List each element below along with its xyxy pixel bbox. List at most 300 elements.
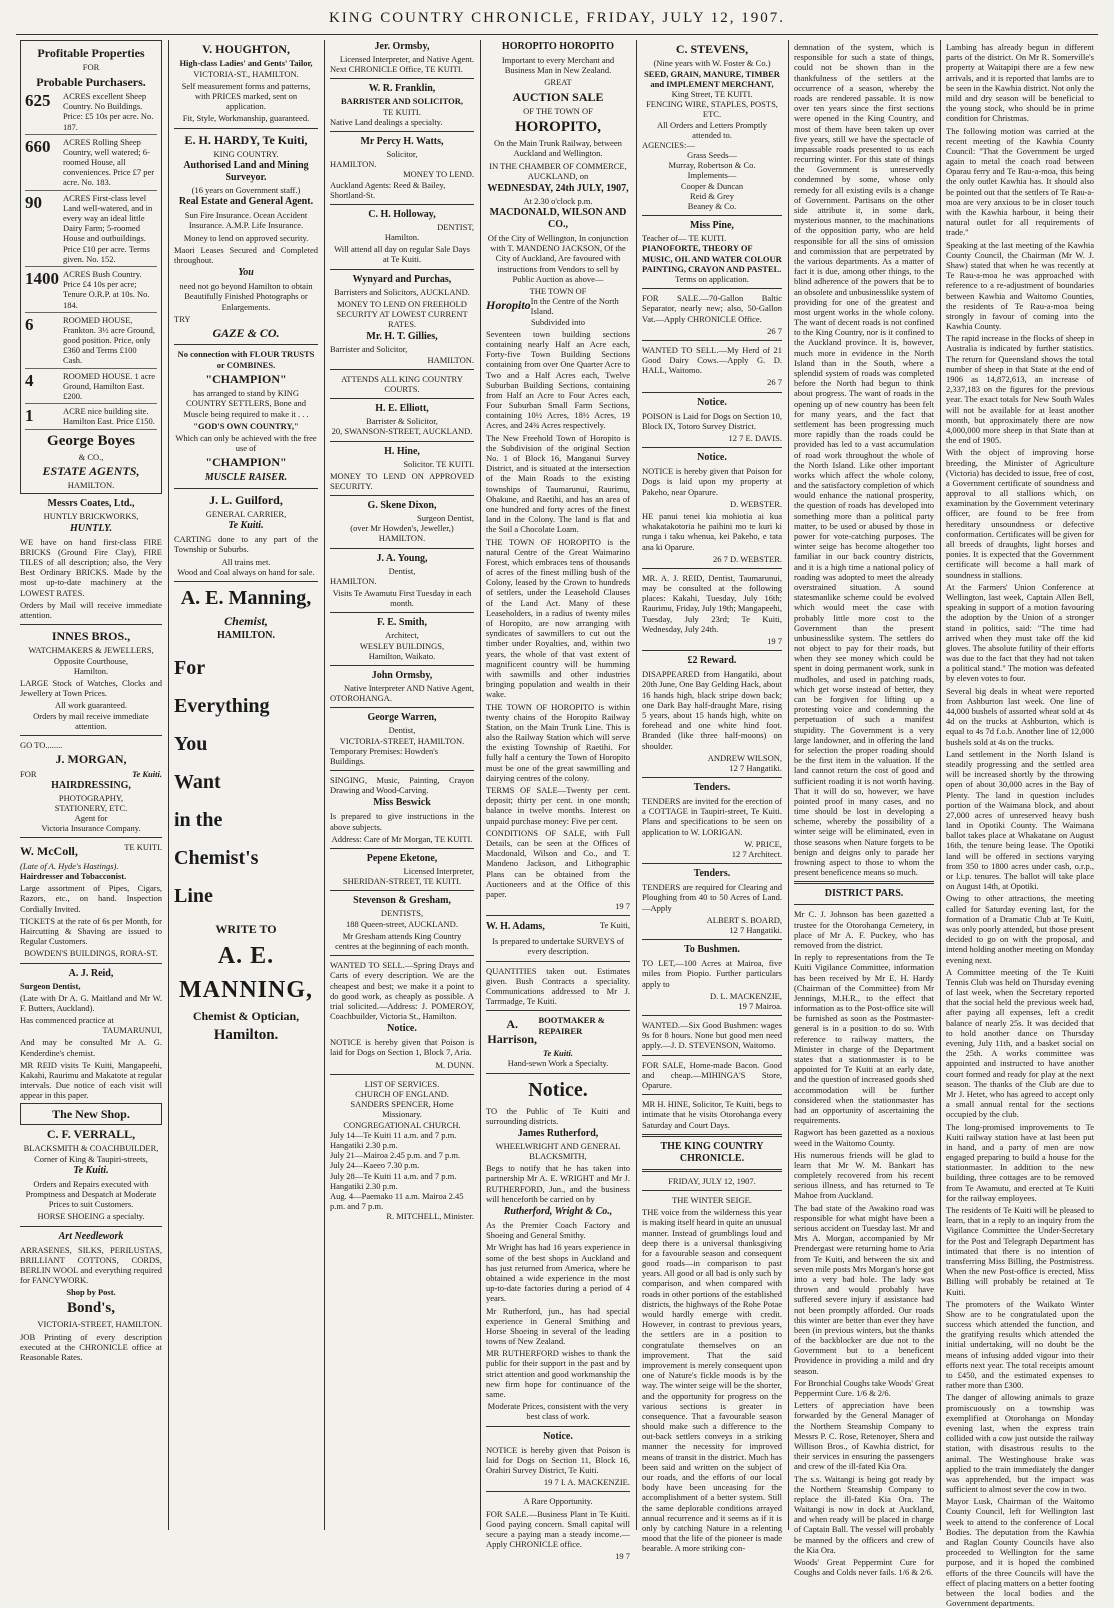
stevens-sub: (Nine years with W. Foster & Co.) [653, 58, 771, 69]
news-paragraph: The danger of allowing animals to graze promiscuously on a township was exemplified at Otorohanga on Monday evening last, when the express train collided with a cow just outside the railway station, with disastrous results to the animal. The Westinghouse brake was applied to the train immediately the danger was apprehended, but the impact was sufficient to almost sever the cow in two. [946, 1392, 1095, 1495]
wynyard: Wynyard and Purchas, [352, 273, 452, 285]
news-paragraph: The following motion was carried at the recent meeting of the Kawhia County Council: "That the Government be urged again to metal the coach road between Oparau ferry and Te Rau-a-moa, this being the only outlet Kawhia has. It should also be pointed out that the settlers of Te Rau-a-moa are very anxious to be in closer touch with the Kawhia harbour, it being their natural outlet for all requirements of trade." [946, 125, 1094, 238]
innes-place: Hamilton. [73, 665, 109, 676]
ruth-body-2: As the Premier Coach Factory and Shoeing and General Smithy. [486, 1220, 630, 1241]
warren: George Warren, [367, 712, 437, 724]
divider [642, 447, 782, 448]
ruth-body-5: MR RUTHERFORD wishes to thank the public for their support in the past and by strict attention and good workmanship the new firm hope for continuance of the same. [486, 1348, 630, 1400]
eketone-role: Licensed Interpreter, [403, 866, 474, 876]
column-rule [480, 40, 481, 1530]
stevens-orders: All Orders and Letters Promptly attended to. [656, 119, 767, 140]
hine-notice: MR H. HINE, Solicitor, Te Kuiti, begs to intimate that he visits Otorohanga every Saturday and Court Days. [642, 1099, 782, 1130]
horopito-row [486, 296, 630, 316]
ormsby-2-role: Native Interpreter AND Native Agent, [343, 682, 474, 693]
rare: A Rare Opportunity. [523, 1496, 593, 1507]
innes-role: WATCHMAKERS & JEWELLERS, [28, 645, 154, 656]
guilford-place: Te Kuiti. [228, 520, 264, 532]
divider [330, 848, 474, 849]
sanders: SANDERS SPENCER, Home Missionary. [350, 1099, 454, 1120]
divider [486, 1491, 630, 1492]
divider [486, 915, 630, 916]
district-pars [794, 909, 934, 1577]
divider [174, 488, 318, 489]
singing: SINGING, Music, Painting, Crayon Drawing and Wood-Carving. [330, 775, 474, 796]
adams-row [486, 920, 630, 934]
column-7 [942, 40, 1098, 1608]
innes-work: All work guaranteed. [55, 700, 127, 711]
of-town: OF THE TOWN OF [523, 105, 593, 116]
property-number: 660 [25, 136, 51, 156]
goto: GO TO........ [20, 739, 63, 750]
stevens-role: SEED, GRAIN, MANURE, TIMBER and IMPLEMENT MERCHANT, [644, 68, 780, 89]
property-item [25, 193, 157, 267]
watts-agents: Auckland Agents: Reed & Bailey, Shortland-St. [330, 179, 446, 200]
mccoll-place: TE KUITI. [124, 842, 162, 853]
innes-orders: Orders by mail receive immediate attention. [33, 710, 149, 731]
beswick-addr: Address: Care of Mr Morgan, TE KUITI. [331, 833, 473, 844]
notice-1-body: POISON is Laid for Dogs on Section 10, Block IX, Totoro Survey District. [642, 410, 782, 431]
divider [330, 665, 474, 666]
property-number: 625 [25, 90, 51, 110]
news-paragraph: Several big deals in wheat were reported from Ashburton last week. One line of 44,000 bushels of assorted wheat sold at 4s 4d on the trucks at Ashburton, which is equal to 4s 7d f.o.b. Another line of 12,000 bushels sold at 4s on the trucks. [946, 685, 1094, 747]
services-list [330, 1130, 474, 1212]
innes-body: LARGE Stock of Watches, Clocks and Jewellery at Town Prices. [20, 678, 162, 699]
harrison-row [486, 1015, 630, 1048]
reid-place: TAUMARUNUI, [102, 1025, 162, 1036]
property-number: 1400 [25, 268, 59, 288]
try: TRY [174, 313, 191, 324]
divider [330, 398, 474, 399]
divider [486, 1426, 630, 1427]
warren-addr: VICTORIA-STREET, HAMILTON. [339, 735, 465, 746]
divider [642, 777, 782, 778]
art-title: Art Needlework [58, 1230, 124, 1242]
column-rule [168, 40, 169, 1530]
winter-body: THE voice from the wilderness this year is making itself heard in quite an unusual manner. Instead of grumblings loud and deep there is a universal thanksgiving for a favourable season and consequent good roads—in comparison to past years. All good or all bad is only such by comparison, and when compared with roads in other portions of the established districts, the highways of the Rohe Potae would hardly emerge with credit. However, in contrast to previous years, the settlers are in a position to congratulate themselves on an improvement. That the said improvement is merely consequent upon one of Nature's fickle moods is by the way. The winter seige will be the shorter, and the opportunity for progress on the various sections is greater in consequence. That a favourable season should make such a difference to the out-back settlers conveys in a striking manner the necessity for improved means of transit in the district. Much has been said and written on the subject of our roads, and the efforts of our local body have been unceasing for the accomplishment of a better system. Still the same deplorable conditions arrayed annual recurrence and it seems as if it is only by catching Nature in a relenting mood that the life of the pioneer is made bearable. A more striking con- [642, 1207, 782, 1554]
eketone: Pepene Eketone, [366, 853, 438, 864]
gillies: Mr. H. T. Gillies, [366, 331, 438, 343]
district-par: Woods' Great Peppermint Cure for Coughs and Colds never fails. 1/6 & 2/6. [794, 1557, 934, 1578]
bonds: Bond's, [67, 1300, 115, 1317]
coates-name: Messrs Coates, Ltd., [47, 498, 135, 510]
bushmen-body: TO LET,—100 Acres at Mairoa, five miles from Piopio. Further particulars apply to [642, 958, 782, 989]
adams-body: Is prepared to undertake SURVEYS of every description. [492, 936, 624, 957]
art-body: ARRASENES, SILKS, PERILUSTAS, BRILLIANT COTTONS, CORDS, BERLIN WOOL and everything required for FANCYWORK. [20, 1244, 162, 1286]
notice-title: Notice. [528, 1078, 588, 1101]
divider [330, 78, 474, 79]
ruth-body-6: Moderate Prices, consistent with the very best class of work. [487, 1401, 629, 1422]
boyes-name: George Boyes [47, 432, 135, 449]
masthead: KING COUNTRY CHRONICLE, FRIDAY, JULY 12, 1907. [328, 10, 786, 26]
editorial-body: demnation of the system, which is responsible for such a state of things, could not be shown than in the thankfulness of the settlers at the occurrence of a season, whereby the roads are rendered passable. It is now over ten years since the first sections were opened in the King Country, and most of them have been taken up over five years, still we have the spectacle of impassable roads presented to us each recurring winter. For this state of things the Government is unreservedly condemned by some, whose only remedy for all existing evils is a change of Government. Partisans on the other side attribute it, in some dark, mysterious manner, to the machinations of the opposition party, who are held responsible for all the sins of omission and commission that are perpetrated by the various departments. As a matter of fact it is due, among other things, to the blind adherence of the powers that be to an obsolete and unbusinesslike system of providing for one of the greatest and most urgent works in the whole colony. The want of decent roads is not confined to the King Country, nor is it confined to the Auckland province. It is, however, much more in evidence in the North Island than in the South, where a splendid system of roads was completed before the North had begun to think about progress. The want of roads in the opening up of new country has been felt for many years, and the fact that settlement has been progressing much more rapidly than the roads could be provided has led to a vast accumulation of road work throughout the whole of the North Island. Like other important works which affect the whole colony, and the satisfactory completion of which would enhance the national prosperity, the question of roads has developed into something more than a political party matter, to be used or abused by those in power for vote-catching purposes. The winter seige has become altogether too familiar in our back country districts, and it is a high time a national policy of roading was adopted to meet the already overstrained situation. A sound statesmanlike scheme could be evolved which would meet the case with probably little more cost to the Government than the present unbusinesslike system. The settlers do not object to pay for their roads, but when they see money which could be spent in doing permanent work, sunk in mudholes, and used in patching roads, which get worse instead of better, they can be forgiven for lifting up a protesting voice and condemning the perpetuation of such a manifest stupidity. The Government is a very large landowner, and in offering the land for selection the proper roading should be the first item in the valuation. If the land cannot return the cost of good and sufficient roading it is not worth having. That it will do so, however, we have pointed proof in many cases, and no time should be lost in developing a scheme, whereby the possibility of a winter seige will be eliminated, even in those seasons when Nature forgets to be benign and deigns only to parade her frowning aspect to those to whom the present beneficence means so much. [794, 42, 934, 878]
holloway-place: Hamilton. [384, 232, 420, 243]
franklin-note: Native Land dealings a specialty. [330, 116, 443, 127]
divider [642, 288, 782, 289]
winter-title: THE WINTER SEIGE. [672, 1194, 752, 1205]
big-word: Want [174, 771, 221, 794]
property-text: ROOMED HOUSE, Frankton. 3½ acre Ground, good position. Price, only £360 and Terms £100 Cash. [63, 314, 156, 366]
ae: A. E. [217, 942, 275, 969]
houghton-addr: VICTORIA-ST., HAMILTON. [193, 68, 299, 79]
divider [330, 441, 474, 442]
divider [330, 612, 474, 613]
divider [642, 215, 782, 216]
divider [642, 939, 782, 940]
district-par: The s.s. Waitangi is being got ready by the Northern Steamship Company to replace the ill-fated Kia Ora. The Waitangi is now in dock at Auckland, and when ready will be placed in charge of Captain Ball. The vessel will probably be manned by the officers and crew of the Kia Ora. [794, 1473, 934, 1555]
beswick-body: Is prepared to give instructions in the above subjects. [330, 811, 474, 832]
divider [486, 1010, 630, 1011]
reid-visits: MR REID visits Te Kuiti, Mangapeehi, Kakahi, Raurimu and Makatote at regular intervals. Due notice of each visit will appear in this paper. [20, 1059, 162, 1101]
horopito-body-4: The New Freehold Town of Horopito is the Subdivision of the original Section No. 1 of Block 16, Manganui Survey District, and is situated at the intersection of the Main Roads to the existing townships of Taumarunui, Raurimu, Ohakune, and Raetihi, and has an area of one hundred and forty acres of the finest land in the Colony. The land is flat and the Soil a Chocolate Loam. [486, 432, 630, 535]
stevens-agency-6: Beaney & Co. [687, 201, 737, 212]
divider [330, 269, 474, 270]
morgan-line-4: Agent for [74, 813, 108, 824]
properties-list [25, 91, 157, 430]
hardy-role: Authorised Land and Mining Surveyor. [183, 160, 309, 184]
stevens-agency-1: Grass Seeds— [687, 150, 737, 161]
property-item [25, 371, 157, 405]
manning-2: MANNING, [179, 976, 313, 1003]
divider [642, 340, 782, 341]
guilford-body: CARTING done to any part of the Township or Suburbs. [174, 534, 318, 555]
divider [174, 344, 318, 345]
notice-2-sig: D. WEBSTER. [729, 498, 782, 509]
time: At 2.30 o'clock p.m. [523, 195, 593, 206]
verrall-place: Te Kuiti. [73, 1164, 109, 1176]
thetown: THE TOWN OF [529, 286, 587, 297]
watts: Mr Percy H. Watts, [360, 135, 444, 147]
divider [642, 568, 782, 569]
tenders-2-sig: ALBERT S. BOARD, [706, 914, 782, 925]
mccoll-tickets: TICKETS at the rate of 6s per Month, for Haircutting & Shaving are issued to Regular Customers. [20, 915, 162, 947]
houghton-role: High-class Ladies' and Gents' Tailor, [179, 58, 313, 69]
column-1 [16, 40, 166, 1530]
tenders-2-date: 12 7 Hangatiki. [729, 924, 782, 935]
harrison: A. Harrison, [487, 1017, 538, 1046]
stevens: C. STEVENS, [675, 42, 749, 56]
tenders-1-date: 12 7 Architect. [731, 849, 782, 860]
district-par: Ragwort has been gazetted as a noxious weed in the Waitomo County. [794, 1127, 934, 1148]
harrison-role: BOOTMAKER & REPAIRER [538, 1015, 605, 1036]
stevens-agency-3: Implements— [687, 170, 737, 181]
newshop: The New Shop. [20, 1103, 162, 1125]
masthead-rule [16, 34, 1098, 35]
stevenson-addr: 188 Queen-street, AUCKLAND. [346, 918, 458, 929]
divider [642, 1055, 782, 1056]
congreg: CONGREGATIONAL CHURCH. [343, 1119, 461, 1130]
horopito-intro: Important to every Merchant and Business Man in New Zealand. [501, 55, 615, 76]
divider [330, 204, 474, 205]
champion-1: "CHAMPION" [205, 371, 287, 386]
notice-2-body: NOTICE is hereby given that Poison for Dogs is laid upon my property at Pakeho, near Oparure. [642, 466, 782, 497]
art-post: Shop by Post. [66, 1287, 116, 1298]
column-2 [170, 40, 322, 1530]
property-item [25, 91, 157, 135]
great: GREAT [544, 77, 572, 88]
godsown-body: Which can only be achieved with the free use of [175, 432, 317, 454]
elliott-role: Barrister & Solicitor, [366, 416, 438, 427]
column-4 [482, 40, 634, 1562]
divider [20, 1226, 162, 1227]
district-par: Letters of appreciation have been forwarded by the General Manager of the Northern Steamship Company to Messrs P. C. Rose, Retenoyer, Shera and Willison Bros., of Kawhia district, for their services in ensuring the passengers and crew of the ill-fated Kia Ora. [794, 1400, 934, 1472]
morgan-for: FOR [20, 768, 37, 779]
morgan-line-5: Victoria Insurance Company. [41, 823, 141, 834]
district-par: In reply to representations from the Te Kuiti Vigilance Committee, information has been received by Mr E. H. Hardy (Chairman of the Committee) from Mr Jennings, M.H.R., to the effect that information as to the Post-office site will be furnished as soon as the Postmaster-general is in a position to do so. With reference to railway matters, the Minister in charge of the Department states that a stationmaster is to be appointed for Te Kuiti at an early date, and the question of increased goods shed accommodation will be further considered when the stationmaster has had an opportunity of ascertaining the requirements. [794, 952, 934, 1126]
gillies-role: Barrister and Solicitor, [330, 344, 408, 355]
forsale-1: FOR SALE.—70-Gallon Baltic Separator, nearly new; also, 50-Gallon Vat.—Apply CHRONICLE Office. [642, 293, 782, 324]
divider [330, 955, 474, 956]
tenders-1-sig: W. PRICE, [744, 838, 782, 849]
reid-late: (Late with Dr A. G. Maitland and Mr W. F. Butters, Auckland). [20, 992, 162, 1013]
innes-addr: Opposite Courthouse, [53, 655, 129, 666]
horopito-title: HOROPITO, [515, 119, 601, 136]
kcc-title: THE KING COUNTRY CHRONICLE. [660, 1140, 764, 1164]
godsown: "GOD'S OWN COUNTRY," [193, 420, 299, 431]
service-item: July 14—Te Kuiti 11 a.m. and 7 p.m. Hangatiki 2.30 p.m. [330, 1129, 457, 1150]
pine-terms: Terms on application. [675, 273, 749, 284]
reward-sig: ANDREW WILSON, [707, 752, 782, 763]
hine: H. Hine, [384, 445, 420, 457]
divider [642, 1015, 782, 1016]
service-item: Aug. 4—Paemako 11 a.m. Mairoa 2.45 p.m. and 7 p.m. [330, 1190, 464, 1212]
hardy-offices: Sun Fire Insurance. Ocean Accident Insurance. A.M.P. Life Insurance. [184, 210, 308, 231]
big-word: Chemist's [174, 847, 259, 870]
notice-title: Notice. [387, 1023, 417, 1035]
gillies-courts: ATTENDS ALL KING COUNTRY COURTS. [341, 373, 463, 394]
horopito-date: 19 7 [615, 901, 630, 912]
houghton-fit: Fit, Style, Workmanship, guaranteed. [182, 113, 310, 124]
column-6 [790, 40, 938, 1578]
rare-date: 19 7 [615, 1551, 630, 1562]
verrall-role: BLACKSMITH & COACHBUILDER, [23, 1143, 159, 1154]
divider [794, 904, 934, 905]
maori-body: HE panui tenei kia mohiotia ai kua whakatakotoria he paihini mo te kuri ki runga i taku whenua, kei Pakeho, e tata ana ki Oparure. [642, 510, 782, 552]
divider [20, 735, 162, 736]
divider [794, 881, 934, 884]
reward-date: 12 7 Hangatiki. [729, 762, 782, 773]
notice-2-title: Notice. [543, 1430, 573, 1442]
property-text: ACRES First-class level Land well-watered, and in every way an ideal little Dairy Farm; 5-roomed House and outbuildings. Price £10 per acre. Terms given. No. 152. [63, 192, 153, 264]
date: WEDNESDAY, 24th JULY, 1907, [487, 182, 629, 194]
bonds-addr: VICTORIA-STREET, HAMILTON. [37, 1319, 162, 1330]
horopito-body-8: CONDITIONS OF SALE, with Full Details, can be seen at the Offices of Macdonald, Wilson and Co., and T. Mandeno Jackson, and Lithographic Plans can be obtained from the Auctioneers and at the Office of this paper. [486, 827, 630, 899]
notice-sig: M. DUNN. [435, 1059, 474, 1070]
subdiv: Subdivided into [530, 316, 586, 327]
divider [330, 369, 474, 370]
column-3 [326, 40, 478, 1530]
reid-role: Surgeon Dentist, [20, 980, 81, 991]
property-item [25, 269, 157, 313]
gaze: GAZE & CO. [212, 325, 280, 340]
news-paragraph: At the Farmers' Union Conference at Wellington, last week, Captain Allen Bell, speaking in support of a motion favouring the adoption by the Union of a stronger stand in politics, said: "The time had arrived when they must take off the kid gloves. The absolute futility of their efforts was due to the fact that they had not taken a political stand." The motion was defeated by eleven votes to four. [946, 581, 1094, 684]
tenders-2: Tenders. [693, 868, 731, 880]
hamilton: HAMILTON. [216, 630, 276, 642]
wanted-2: WANTED.—Six Good Bushmen: wages 9s for 8 hours. None but good men need apply.—J. D. STEVENSON, Waitomo. [642, 1020, 782, 1051]
harrison-body: Hand-sewn Work a Specialty. [507, 1058, 609, 1069]
stevenson: Stevenson & Gresham, [353, 895, 451, 907]
church: CHURCH OF ENGLAND. [355, 1089, 449, 1099]
coates-sub: HUNTLY BRICKWORKS, [43, 511, 139, 522]
hine-role: Solicitor. TE KUITI. [403, 458, 474, 469]
news-paragraph: The rapid increase in the flocks of sheep in Australia is indicated by further statistics. The return for Queensland shows the total number of sheep in that State at the end of 1906 as 14,872,613, an increase of 2,337,183 on the figures for the previous year. The exact totals for New South Wales will not be available for at least another month, but approximately there are now 4,000,000 more sheep in that State than at the end of 1905. [946, 333, 1094, 446]
morgan-line-1: HAIRDRESSING, [51, 779, 131, 791]
service-item: July 24—Kaeeo 7.30 p.m. [330, 1160, 420, 1171]
auction: AUCTION SALE [512, 89, 604, 104]
divider [642, 392, 782, 393]
district-par: The bad state of the Awakino road was responsible for what might have been a serious accident on Tuesday last. Mr and Mrs A. Morgan, accompanied by Mr Prendergast were returning home to Aria from Te Kuiti, and between the six and seven mile posts Mrs Morgan's horse got into a very bad hole. The lady was thrown and would probably have suffered severe injury if assistance had not been promptly afforded. Our roads this winter are better than ever they have been (in previous winters, but the thanks of the backblocker are due not to the Government but to a beneficent Providence in providing a mild and dry season. [794, 1202, 934, 1376]
notice-2-sig: 19 7 I. A. MACKENZIE. [543, 1477, 630, 1488]
coates-body: WE have on hand first-class FIRE BRICKS (Ground Fire Clay), FIRE TILES of all description; also, the Very Best Ordinary BRICKS. Made by the most up-to-date machinery at the LOWEST RATES. [20, 536, 162, 598]
watts-money: MONEY TO LEND. [403, 169, 474, 180]
stevens-agencies: AGENCIES:— [642, 139, 695, 150]
gillies-place: HAMILTON. [427, 354, 474, 365]
holloway-role: DENTIST, [437, 221, 474, 232]
notice-1: Notice. [697, 396, 727, 408]
divider [642, 1134, 782, 1137]
reid-notice: MR. A. J. REID, Dentist, Taumarunui, may be consulted at the following places: Kakahi, Tuesday, July 16th; Raurimu, Friday, July 19th; Mangapeehi, Tuesday, July 23rd; Te Kuiti, Wednesday, July 24th. [642, 572, 782, 634]
divider [642, 863, 782, 864]
ormsby-role: Licensed Interpreter, and Native Agent. [339, 54, 474, 64]
verrall-body: Orders and Repairs executed with Promptness and Despatch at Moderate Prices to suit Customers. [25, 1178, 157, 1210]
wanted-1-date: 26 7 [767, 377, 782, 388]
properties-ad [20, 40, 162, 494]
ruth-name: James Rutherford, [517, 1127, 599, 1139]
smith: F. E. Smith, [377, 617, 427, 629]
boyes-co: & CO., [78, 451, 104, 462]
service-item: July 21—Mairoa 2.45 p.m. and 7 p.m. [330, 1150, 461, 1161]
property-text: ACRES Rolling Sheep Country, well watered; 6-roomed House, all conveniences. Price £7 per acre. No. 183. [63, 136, 155, 188]
service-item: July 28—Te Kuiti 11 a.m. and 7 p.m. Hangatiki 2.30 p.m. [330, 1170, 457, 1191]
wynyard-body: MONEY TO LEND ON FREEHOLD SECURITY AT LOWEST CURRENT RATES. [336, 298, 468, 330]
horopito-body-7: TERMS OF SALE—Twenty per cent. deposit; thirty per cent. in one month; balance in twelve months. Interest on unpaid purchase money: Five per cent. [486, 785, 630, 826]
divider [486, 1073, 630, 1074]
news-paragraph: Speaking at the last meeting of the Kawhia County Council, the Chairman (Mr W. J. Shaw) stated that when he was recently at Te Rau-a-moa he was approached with reference to a re-adjustment of boundaries between Kawhia and Waitomo Counties, the residents of Te Rau-a-moa being strongly in favour of coming into the Kawhia County. [946, 239, 1094, 332]
horopito-body-3: Seventeen town building sections containing nearly Half an Acre each, Forty-five Town Building Sections containing from over One Quarter Acre to Two and a Half Acres each, Twelve Suburban Building Sections, containing from Half an Acre to Four Acres each, Four Suburban Small Farm Sections, containing 10½ Acres, 18½ Acres, 19 Acres, and 24¾ Acres respectively. [486, 328, 630, 431]
adams-place: Te Kuiti, [599, 920, 630, 931]
reward-body: DISAPPEARED from Hangatiki, about 20th June, One Bay Gelding Hack, about 16 hands high, black stripe down back; one Dark Bay half-draught Mare, rising 5 years, about 15 hands high, white on forehead and one white hind foot. Branded (like three half-moons) on shoulder. [642, 669, 782, 751]
innes-name: INNES BROS., [51, 629, 131, 644]
dixon: G. Skene Dixon, [367, 500, 437, 512]
stevens-agency-5: Reid & Grey [690, 190, 734, 201]
news-paragraph: Owing to other attractions, the meeting called for Saturday evening last, for the formation of a Dramatic Club at Te Kuiti, was only poorly attended, but those present decided to go on with the proposal, and intend holding another meeting on Monday evening next. [946, 893, 1094, 965]
property-item [25, 315, 157, 369]
notice-1-sig: 12 7 E. DAVIS. [728, 433, 782, 444]
reward: £2 Reward. [687, 655, 737, 667]
rare-body: FOR SALE.—Business Plant in Te Kuiti. Good paying concern. Small capital will secure a paying man a steady income.—Apply CHRONICLE office. [486, 1508, 630, 1550]
flour: No connection with FLOUR TRUSTS or COMBINES. [177, 349, 315, 370]
coates-mail: Orders by Mail will receive immediate attention. [20, 599, 162, 620]
horopito-body-2: Of the City of Wellington, In conjunction with T. MANDENO JACKSON, Of the City of Auckland, Are favoured with instructions from Vendors to sell by Public Auction as above— [487, 233, 629, 284]
column-rule [636, 40, 637, 1530]
properties-subtitle: Probable Purchasers. [36, 74, 146, 89]
column-rule [788, 40, 789, 1530]
news-paragraph: The residents of Te Kuiti will be pleased to learn, that in a reply to an inquiry from the Vigilance Committee the Under-Secretary for the Post and Telegraph Department has intimated that there is no intention of transferring Miss Billing, the Postmistress. When the new Post-office is erected, Miss Billing will probably be retained at Te Kuiti. [946, 1205, 1094, 1297]
watts-place: HAMILTON. [330, 159, 377, 170]
district-title: DISTRICT PARS. [824, 888, 904, 900]
divider [642, 1094, 782, 1095]
divider [20, 963, 162, 964]
properties-title: Profitable Properties [37, 46, 145, 60]
column-rule [940, 40, 941, 1530]
verrall-shoe: HORSE SHOEING a specialty. [37, 1211, 145, 1222]
news-paragraph: The long-promised improvements to Te Kuiti railway station have at last been put in hand, and a party of men are now engaged preparing to build a house for the stationmaster. In addition to the new building, three cottages are to be removed from Te Awamutu, and erected at Te Kuiti for the railway employees. [946, 1121, 1094, 1203]
district-par: For Bronchial Coughs take Woods' Great Peppermint Cure. 1/6 & 2/6. [794, 1377, 934, 1398]
horopito-body-5: THE TOWN OF HOROPITO is the natural Centre of the Great Waimarino Forest, which embraces tens of thousands of acres of the finest milling bush of the Colony, leased by the Crown to hundreds of settlers, under the Leasehold Clauses of the Land Act. Many of these Leaseholders, in a radius of twenty miles of Horopito, are now arranging with syndicates of sawmillers to cut out the timber under Royalties, and, within two years, the whole of that vast extent of magnificent country will be humming with sawmills and other industries bringing population and wealth in their wake. [486, 536, 630, 700]
hine-money: MONEY TO LEND ON APPROVED SECURITY. [330, 470, 474, 491]
pine-role: Teacher of— TE KUITI. [642, 233, 727, 244]
job: JOB Printing of every description executed at the CHRONICLE office at Reasonable Rates. [20, 1331, 162, 1363]
hardy: E. H. HARDY, Te Kuiti, [184, 132, 308, 147]
adams: W. H. Adams, [486, 921, 545, 933]
verrall-addr: Corner of King & Taupiri-streets, [34, 1153, 148, 1164]
holloway-body: Will attend all day on regular Sale Days at Te Kuiti. [334, 244, 470, 265]
news-paragraph: Mayor Lusk, Chairman of the Waitomo County Council, left for Wellington last week to attend to the conference of Local Bodies. The deputation from the Kawhia and Raglan County Councils have also proceeded to Wellington for the same purpose, and it is hoped the combined efforts of the three Councils will have the effect of placing matters on a better footing between the local bodies and the Government departments. [946, 1496, 1094, 1608]
forsale-2: FOR SALE, Home-made Bacon. Good and cheap.—MIHINGA'S Store, Oparure. [642, 1059, 782, 1091]
news-paragraph: Land settlement in the North Island is steadily progressing and the settled area will be increased shortly by the throwing open of about 30,000 acres in the Bay of Plenty. The land in question includes portion of the Waimana block, and about 27,000 acres of unreserved heavy bush land in Opotiki County. The Waimana ballot takes place at Whakatane on August 16th, the tenure being lease. The Opotiki land will be offered in sections varying from 350 to 1800 acres under cash, o.r.p., or l.i.p. tenures. The ballot will take place on August 14th, at Opotiki. [946, 748, 1094, 892]
big-word: For [174, 657, 206, 680]
services-title: LIST OF SERVICES. [364, 1078, 440, 1089]
horopito-name: Horopito [486, 298, 531, 313]
smith-place: Hamilton, Waikato. [368, 650, 436, 661]
chemist: Chemist, [224, 613, 268, 628]
mccoll-row [20, 842, 162, 860]
mccoll-name: W. McColl, [20, 844, 78, 859]
you-body: need not go beyond Hamilton to obtain Beautifully Finished Photographs or Enlargements. [179, 281, 313, 312]
news-paragraph: The promoters of the Waikato Winter Show are to be congratulated upon the success which attended the function, and the gratifying results which attended the initial undertaking, will no doubt be the means of infusing added vigour into their efforts next year. The total receipts amount to £450, and the estimated expenses to rather more than £300. [946, 1298, 1094, 1391]
hardy-agent: Real Estate and General Agent. [178, 196, 314, 208]
property-number: 90 [25, 192, 42, 212]
news-paragraph: A Committee meeting of the Te Kuiti Tennis Club was held on Thursday evening of last week, when the Secretary reported that the social held the previous week had, after paying all expenses, left a credit balance of nearly 25s. It was decided that to hold another dance on Thursday evening, July 11th, and a basket social on the 25th. A works committee was appointed and instructed to have another court formed and ready for play at the next season. The thanks of the Club are due to Mr J. Hetet, who has agreed to accept only a small annual rental for the sections occupied by the club. [946, 966, 1094, 1120]
stevenson-role: DENTISTS, [380, 908, 424, 919]
morgan-place: Te Kuiti. [132, 768, 162, 779]
kcc-date: FRIDAY, JULY 12, 1907. [668, 1175, 756, 1186]
properties-for: FOR [82, 62, 100, 73]
morgan-name: J. MORGAN, [55, 752, 127, 767]
reid-date: 19 7 [767, 636, 782, 647]
quant: QUANTITIES taken out. Estimates given. Bush Contracts a speciality. Communications addressed to Mr J. Tarrmadge, Te Kuiti. [486, 965, 630, 1007]
reid-body: Has commenced practice at [20, 1015, 114, 1026]
pine: Miss Pine, [690, 220, 734, 232]
notice-2: Notice. [697, 452, 727, 464]
guilford-wood: Wood and Coal always on hand for sale. [177, 566, 315, 577]
horopito-body-6: THE TOWN OF HOROPITO is within twenty chains of the Horopito Railway Station, on the Main Trunk Line. This is also the Railway Station which will serve the existing Township of Raetihi. For fully half a century the Town of Horopito must be one of the great sawmilling and dairying centres of the colony. [486, 701, 630, 783]
franklin-role: BARRISTER AND SOLICITOR, [341, 96, 463, 107]
ruth-firm: Rutherford, Wright & Co., [503, 1206, 613, 1218]
coates-place: HUNTLY. [70, 522, 112, 534]
hardy-sub: KING COUNTRY. [213, 148, 279, 159]
ruth-role: WHEELWRIGHT AND GENERAL BLACKSMITH, [495, 1140, 621, 1162]
you: You [238, 267, 254, 279]
eketone-addr: SHERIDAN-STREET, TE KUITI. [342, 876, 462, 887]
divider [642, 1190, 782, 1191]
property-text: ACRE nice building site. Hamilton East. Price £150. [63, 406, 155, 427]
franklin: W. R. Franklin, [368, 83, 436, 95]
divider [20, 837, 162, 838]
mccoll-body: Large assortment of Pipes, Cigars, Razors, etc., on hand. Inspection Cordially Invited. [20, 883, 162, 914]
guilford-role: GENERAL CARRIER, [205, 509, 287, 520]
guilford: J. L. Guilford, [209, 492, 283, 507]
boyes-place: HAMILTON. [67, 480, 115, 491]
divider [330, 548, 474, 549]
district-par: Mr C. J. Johnson has been gazetted a trustee for the Otorohanga Cemetery, in place of Mr A. F. Puckey, who has removed from the district. [794, 909, 934, 950]
young-role: Dentist, [388, 565, 416, 576]
holloway: C. H. Holloway, [368, 208, 436, 220]
franklin-place: TE KUITI. [383, 106, 421, 117]
morgan-line-2: PHOTOGRAPHY, [58, 792, 124, 803]
divider [330, 770, 474, 771]
ruth-body-1: Begs to notify that he has taken into partnership Mr A. E. WRIGHT and Mr J. RUTHERFORD, Jun., and the business will henceforth be carried on by [486, 1163, 630, 1204]
houghton-body: Self measurement forms and patterns, with PRICES marked, sent on application. [181, 80, 311, 112]
